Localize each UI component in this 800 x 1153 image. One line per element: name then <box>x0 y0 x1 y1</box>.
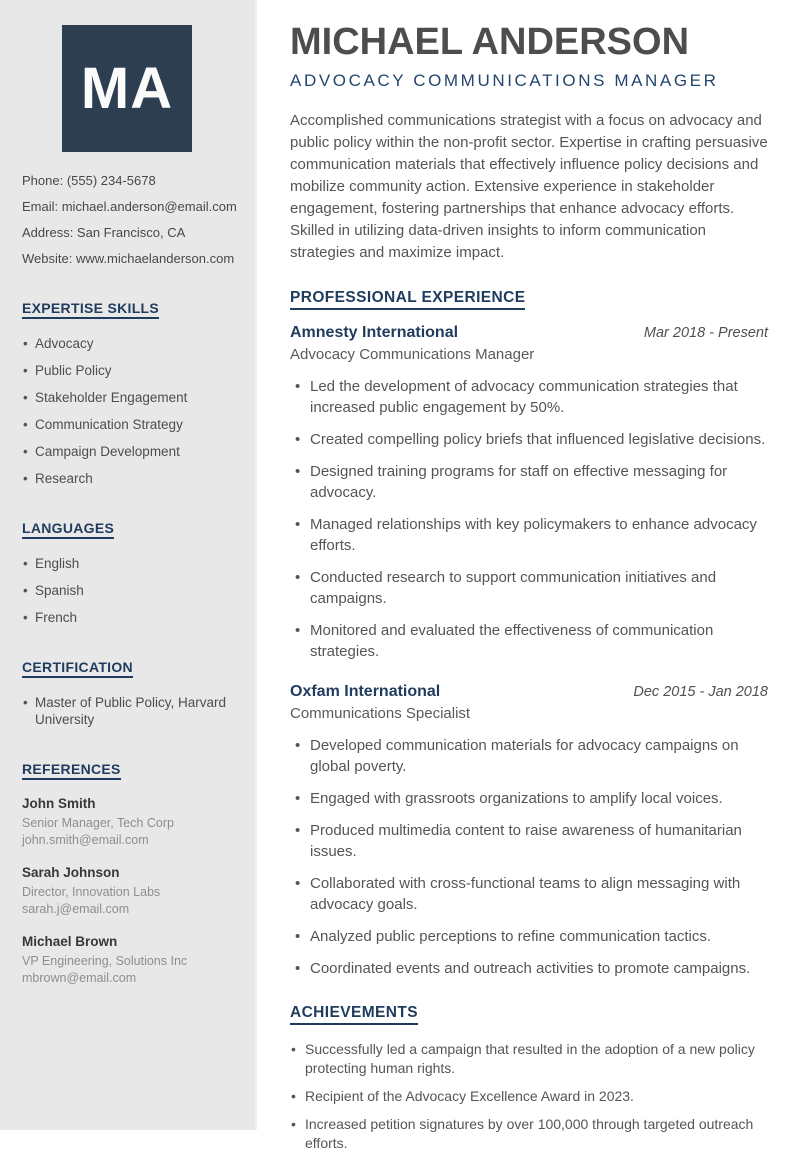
job-dates: Dec 2015 - Jan 2018 <box>633 684 768 700</box>
language-item: • Spanish <box>22 582 237 599</box>
reference-email: sarah.j@email.com <box>22 902 130 916</box>
monogram-badge <box>62 25 192 152</box>
job-header <box>290 683 768 701</box>
summary-text: Accomplished communications strategist with a focus on advocacy and public policy within the non-profit sector. Expertise in crafting persuasive communication materials that effectively influence policy decisions and mobilize community action. Extensive experience in stakeholder engagement, fostering partnerships that enhance advocacy efforts. Skilled in utilizing data-driven insights to inform communication strategies and maximize impact. <box>290 112 768 261</box>
job-dates: Mar 2018 - Present <box>643 325 768 341</box>
languages-heading <box>22 520 237 539</box>
reference-email: mbrown@email.com <box>22 971 137 985</box>
skill-item: • Campaign Development <box>22 443 237 460</box>
experience-heading-text: PROFESSIONAL EXPERIENCE <box>290 289 525 310</box>
contact-website: Website: www.michaelanderson.com <box>22 251 235 266</box>
person-name: MICHAEL ANDERSON <box>290 21 690 63</box>
job-role: Advocacy Communications Manager <box>290 346 535 363</box>
reference-role: Senior Manager, Tech Corp <box>22 816 174 830</box>
skill-item: • Stakeholder Engagement <box>22 389 237 406</box>
contact-email: Email: michael.anderson@email.com <box>22 199 237 214</box>
languages-section <box>22 520 237 626</box>
experience-bullet: • Created compelling policy briefs that influenced legislative decisions. <box>290 429 768 450</box>
skill-item: • Public Policy <box>22 362 237 379</box>
reference-name: Sarah Johnson <box>22 865 120 880</box>
skills-heading-text: EXPERTISE SKILLS <box>22 300 159 319</box>
reference-name: John Smith <box>22 796 96 811</box>
experience-bullet: • Collaborated with cross-functional teams to align messaging with advocacy goals. <box>290 873 768 915</box>
experience-bullet: • Designed training programs for staff on effective messaging for advocacy. <box>290 461 768 503</box>
references-heading <box>22 761 237 780</box>
certification-heading <box>22 659 237 678</box>
experience-bullet: • Monitored and evaluated the effectiveness of communication strategies. <box>290 620 768 662</box>
certification-list <box>22 694 237 728</box>
sidebar <box>0 0 257 1130</box>
reference-role: VP Engineering, Solutions Inc <box>22 954 188 968</box>
experience-bullet: • Managed relationships with key policymakers to enhance advocacy efforts. <box>290 514 768 556</box>
achievement-item: • Recipient of the Advocacy Excellence Award in 2023. <box>290 1087 768 1106</box>
language-item: • French <box>22 609 237 626</box>
certification-section <box>22 659 237 728</box>
job-role: Communications Specialist <box>290 705 471 722</box>
monogram-text: MA <box>80 56 174 121</box>
skill-item: • Advocacy <box>22 335 237 352</box>
skills-heading <box>22 300 237 319</box>
reference-entry <box>22 796 237 849</box>
reference-role: Director, Innovation Labs <box>22 885 161 899</box>
references-heading-text: REFERENCES <box>22 761 121 780</box>
experience-heading <box>290 289 768 310</box>
certification-item: • Master of Public Policy, Harvard University <box>22 694 237 728</box>
contact-info <box>22 172 239 267</box>
achievement-item: • Successfully led a campaign that resulted in the adoption of a new policy protecting human rights. <box>290 1040 768 1078</box>
job-entry <box>290 324 768 662</box>
main-content <box>257 0 800 1151</box>
company-name: Amnesty International <box>290 324 459 341</box>
reference-email: john.smith@email.com <box>22 833 149 847</box>
job-header <box>290 324 768 342</box>
skill-item: • Communication Strategy <box>22 416 237 433</box>
experience-bullet: • Led the development of advocacy communication strategies that increased public engagement by 50%. <box>290 376 768 418</box>
experience-bullet: • Produced multimedia content to raise awareness of humanitarian issues. <box>290 820 768 862</box>
achievement-item: • Increased petition signatures by over 100,000 through targeted outreach efforts. <box>290 1115 768 1153</box>
contact-address: Address: San Francisco, CA <box>22 225 186 240</box>
references-section <box>22 761 237 987</box>
experience-bullet: • Conducted research to support communication initiatives and campaigns. <box>290 567 768 609</box>
skills-list <box>22 335 237 487</box>
experience-bullet: • Developed communication materials for advocacy campaigns on global poverty. <box>290 735 768 777</box>
achievements-list <box>290 1040 768 1153</box>
skills-section <box>22 300 237 487</box>
achievements-heading <box>290 1004 768 1025</box>
experience-bullet: • Coordinated events and outreach activities to promote campaigns. <box>290 958 768 979</box>
job-entry <box>290 683 768 979</box>
reference-name: Michael Brown <box>22 934 118 949</box>
certification-heading-text: CERTIFICATION <box>22 659 133 678</box>
reference-entry <box>22 865 237 918</box>
languages-list <box>22 555 237 626</box>
contact-phone: Phone: (555) 234-5678 <box>22 173 156 188</box>
job-bullet-list <box>290 735 768 979</box>
achievements-heading-text: ACHIEVEMENTS <box>290 1004 418 1025</box>
skill-item: • Research <box>22 470 237 487</box>
languages-heading-text: LANGUAGES <box>22 520 114 539</box>
reference-entry <box>22 934 237 987</box>
person-job-title: ADVOCACY COMMUNICATIONS MANAGER <box>290 71 719 90</box>
experience-bullet: • Analyzed public perceptions to refine communication tactics. <box>290 926 768 947</box>
company-name: Oxfam International <box>290 683 441 700</box>
job-bullet-list <box>290 376 768 662</box>
language-item: • English <box>22 555 237 572</box>
experience-bullet: • Engaged with grassroots organizations to amplify local voices. <box>290 788 768 809</box>
